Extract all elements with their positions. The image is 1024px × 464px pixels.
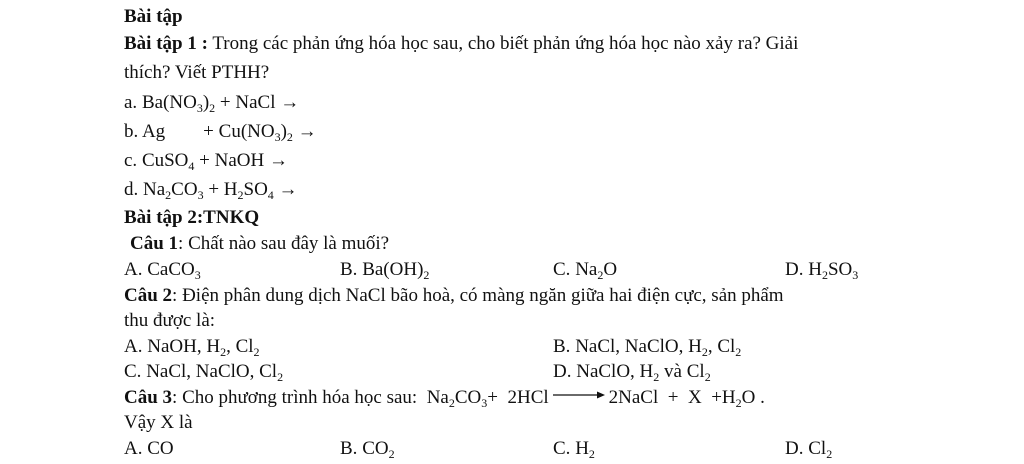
question-2-line1 xyxy=(124,285,784,307)
reaction-label: b. xyxy=(124,121,139,142)
option-letter: C. xyxy=(553,259,571,280)
heading: Bài tập xyxy=(124,6,183,27)
q2-option-c[interactable] xyxy=(124,361,283,383)
exercise-2-title: Bài tập 2:TNKQ xyxy=(124,207,260,228)
reaction-equation: Ag + $Cu(NO_3)_2$ xyxy=(141,121,293,144)
exercise-1-prompt-line2: thích? Viết PTHH? xyxy=(124,62,270,83)
reaction-label: d. xyxy=(124,179,139,200)
q2-option-b[interactable] xyxy=(553,336,741,358)
q3-option-d[interactable] xyxy=(785,438,832,460)
question-label: Câu 1 xyxy=(130,233,179,254)
option-value: $Na_2O$ xyxy=(575,259,618,282)
option-letter: C. xyxy=(553,438,571,459)
option-value: NaClO, $H_2$ và $Cl_2$ xyxy=(576,361,711,384)
option-value: CO xyxy=(147,438,174,459)
option-value: NaOH, $H_2$, $Cl_2$ xyxy=(147,336,260,359)
option-letter: A. xyxy=(124,438,143,459)
q3-option-a[interactable] xyxy=(124,438,174,460)
option-letter: B. xyxy=(340,438,358,459)
q2-option-d[interactable] xyxy=(553,361,711,383)
reaction-label: a. xyxy=(124,92,138,113)
option-value: $Ba(OH)_2$ xyxy=(362,259,430,282)
exercise-1-title: Bài tập 1 : xyxy=(124,33,208,54)
question-3-line2: Vậy X là xyxy=(124,412,193,433)
option-letter: C. xyxy=(124,361,142,382)
option-letter: D. xyxy=(785,438,804,459)
reaction-equation: $Ba(NO_3)_2$ + NaCl xyxy=(141,92,276,115)
reaction-b xyxy=(124,121,317,143)
question-text: : Chất nào sau đây là muối? xyxy=(178,233,390,254)
question-text: : Cho phương trình hóa học sau: xyxy=(172,387,418,408)
question-1 xyxy=(130,233,389,255)
arrow-icon: → xyxy=(268,150,288,171)
option-value: $H_2$ xyxy=(575,438,595,461)
option-value: $CO_2$ xyxy=(362,438,395,461)
reaction-label: c. xyxy=(124,150,138,171)
q3-option-b[interactable] xyxy=(340,438,395,460)
q2-option-a[interactable] xyxy=(124,336,260,358)
option-value: CaCO$_3$ xyxy=(147,259,201,282)
q1-option-c[interactable] xyxy=(553,259,617,281)
equation: $Na_2CO_3+ 2HCl$ 2NaCl + $X +H_2O$ . xyxy=(421,387,765,410)
q3-option-c[interactable] xyxy=(553,438,595,460)
reaction-d xyxy=(124,179,298,201)
option-letter: A. xyxy=(124,336,143,357)
q1-option-b[interactable] xyxy=(340,259,429,281)
question-text: : Điện phân dung dịch NaCl bão hoà, có màng ngăn giữa hai điện cực, sản phẩm xyxy=(172,285,784,306)
option-value: NaCl, NaClO, $H_2$, $Cl_2$ xyxy=(575,336,742,359)
reaction-c xyxy=(124,150,288,172)
exercise-1-prompt-line1 xyxy=(124,33,798,55)
long-arrow-icon xyxy=(553,390,605,400)
arrow-icon: → xyxy=(278,179,298,200)
question-label: Câu 3 xyxy=(124,387,173,408)
option-letter: D. xyxy=(553,361,572,382)
q1-option-d[interactable] xyxy=(785,259,858,281)
option-value: $H_2SO_3$ xyxy=(808,259,859,282)
reaction-equation: $Na_2CO_3 + H_2SO_4$ xyxy=(143,179,274,202)
option-letter: A. xyxy=(124,259,143,280)
option-letter: B. xyxy=(553,336,571,357)
arrow-icon: → xyxy=(280,92,300,113)
reaction-equation: CuSO$_4$ + NaOH xyxy=(141,150,265,173)
option-value: NaCl, NaClO, $Cl_2$ xyxy=(146,361,284,384)
reaction-a xyxy=(124,92,299,114)
question-2-line2: thu được là: xyxy=(124,310,216,331)
option-letter: B. xyxy=(340,259,358,280)
question-label: Câu 2 xyxy=(124,285,173,306)
option-value: $Cl_2$ xyxy=(808,438,833,461)
q1-option-a[interactable] xyxy=(124,259,201,281)
exercise-1-prompt-text: Trong các phản ứng hóa học sau, cho biết phản ứng hóa học nào xảy ra? Giải xyxy=(212,33,799,54)
arrow-icon: → xyxy=(297,121,317,142)
question-3 xyxy=(124,387,765,409)
option-letter: D. xyxy=(785,259,804,280)
